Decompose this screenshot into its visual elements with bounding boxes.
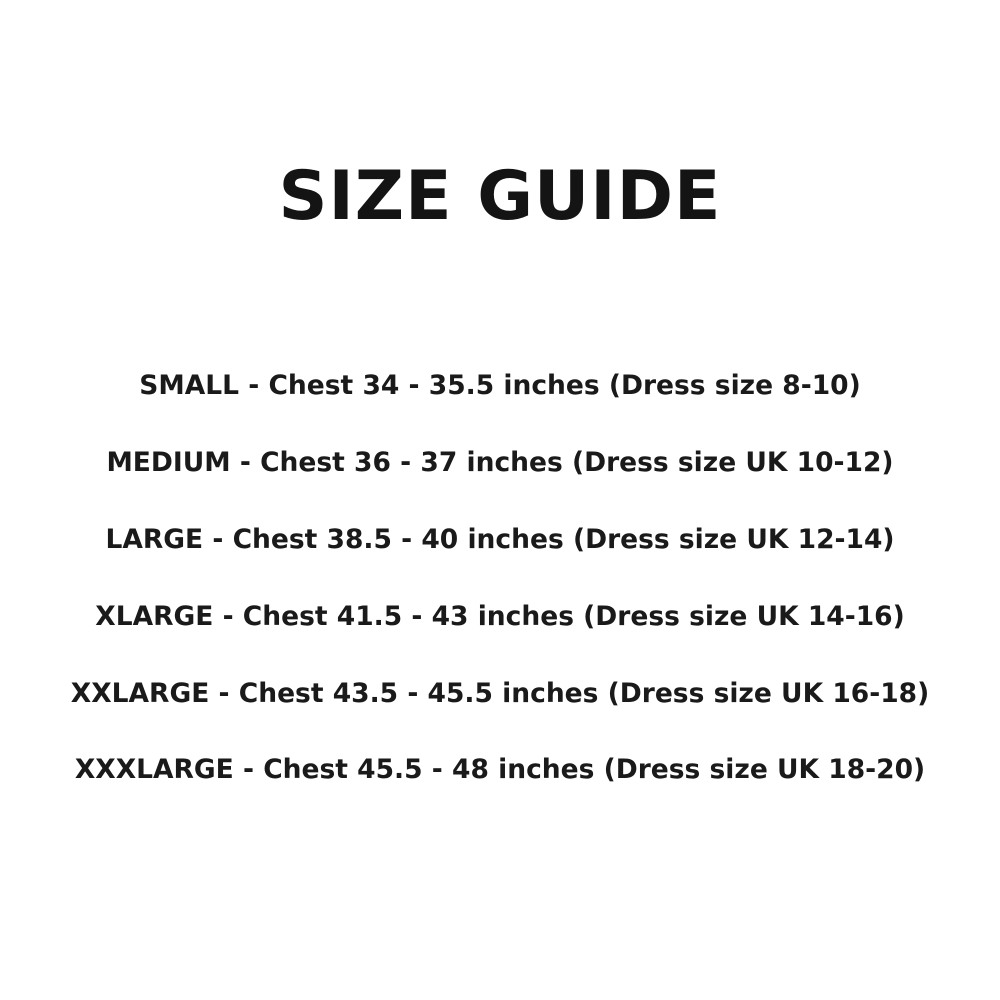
page-title: SIZE GUIDE: [278, 157, 722, 236]
list-item: XXXLARGE - Chest 45.5 - 48 inches (Dress size UK 18-20): [74, 754, 926, 786]
size-list: [0, 370, 1000, 786]
list-item: XXLARGE - Chest 43.5 - 45.5 inches (Dress size UK 16-18): [70, 677, 930, 709]
list-item: SMALL - Chest 34 - 35.5 inches (Dress size 8-10): [139, 370, 861, 402]
list-item: LARGE - Chest 38.5 - 40 inches (Dress size UK 12-14): [105, 523, 895, 555]
list-item: XLARGE - Chest 41.5 - 43 inches (Dress size UK 14-16): [95, 600, 905, 632]
list-item: MEDIUM - Chest 36 - 37 inches (Dress size UK 10-12): [106, 447, 894, 479]
